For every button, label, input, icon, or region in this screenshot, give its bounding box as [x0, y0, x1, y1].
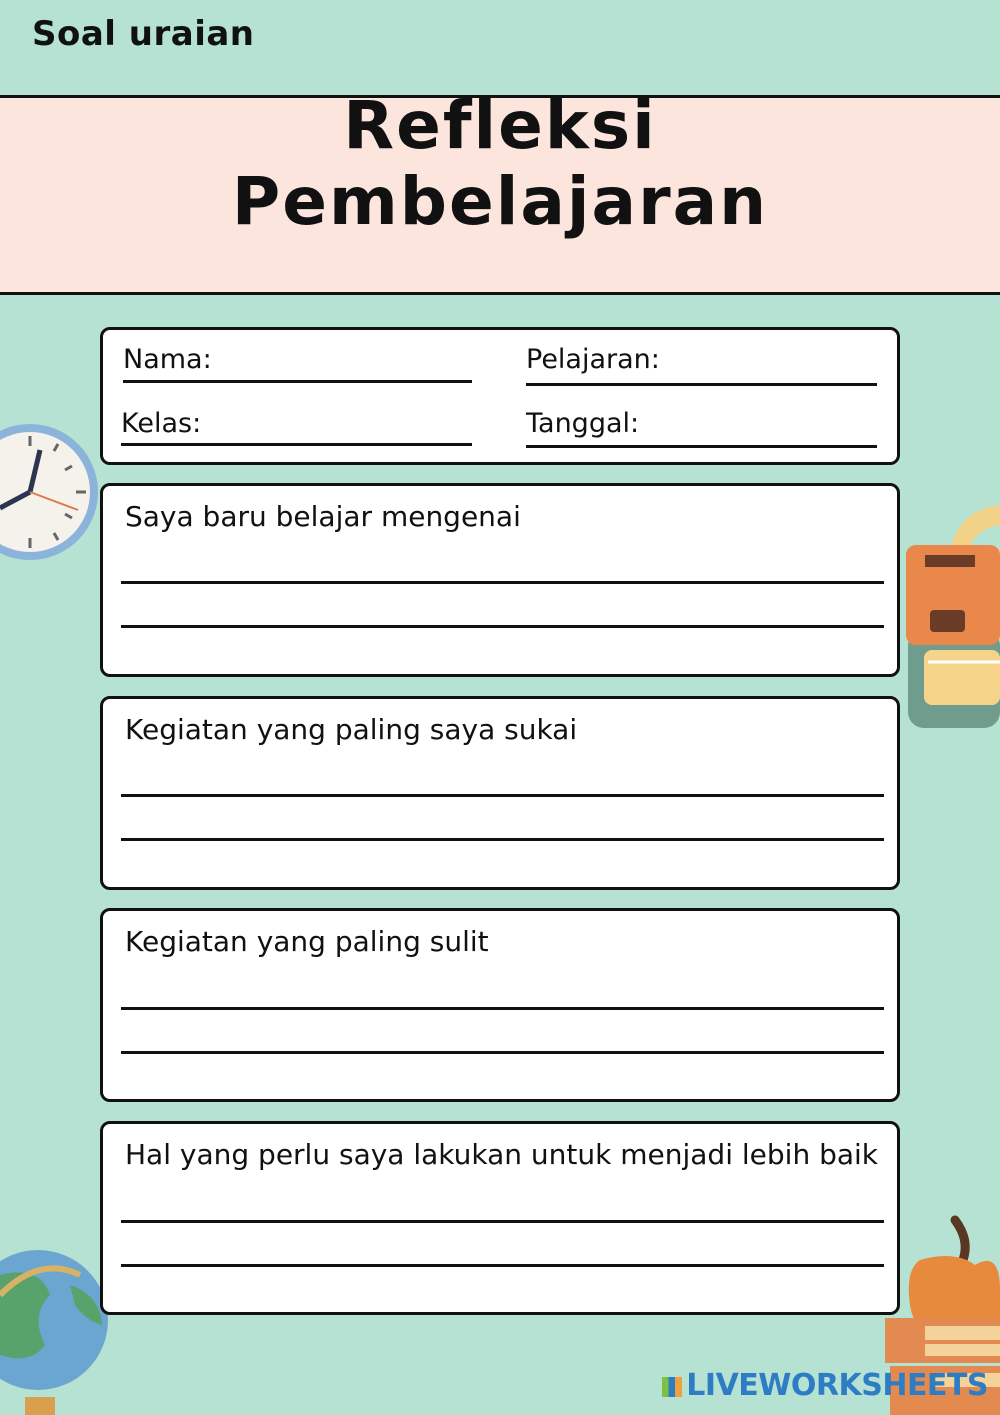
question-prompt: Hal yang perlu saya lakukan untuk menjadi lebih baik: [125, 1138, 879, 1171]
question-prompt: Saya baru belajar mengenai: [125, 500, 521, 533]
title-banner: [0, 87, 1000, 295]
answer-line[interactable]: [121, 1051, 884, 1054]
question-prompt: Kegiatan yang paling sulit: [125, 925, 489, 958]
clock-icon: [0, 422, 100, 564]
globe-icon: [0, 1235, 110, 1415]
watermark-text: LIVEWORKSHEETS: [686, 1368, 988, 1403]
soal-label: Soal uraian: [32, 14, 255, 54]
kelas-label: Kelas:: [121, 408, 202, 439]
question-prompt: Kegiatan yang paling saya sukai: [125, 713, 578, 746]
question-card: [100, 1121, 900, 1315]
nama-input-line[interactable]: [123, 380, 472, 383]
nama-label: Nama:: [123, 344, 212, 375]
tanggal-input-line[interactable]: [526, 445, 877, 448]
question-card: [100, 483, 900, 677]
answer-line[interactable]: [121, 1220, 884, 1223]
answer-line[interactable]: [121, 581, 884, 584]
liveworksheets-logo-icon: [662, 1377, 682, 1397]
question-card: [100, 696, 900, 890]
tanggal-label: Tanggal:: [526, 408, 640, 439]
backpack-icon: [900, 500, 1000, 735]
answer-line[interactable]: [121, 838, 884, 841]
student-info-card: [100, 327, 900, 465]
pelajaran-input-line[interactable]: [526, 383, 877, 386]
answer-line[interactable]: [121, 1264, 884, 1267]
kelas-input-line[interactable]: [121, 443, 472, 446]
liveworksheets-logo: [662, 1368, 988, 1403]
answer-line[interactable]: [121, 794, 884, 797]
answer-line[interactable]: [121, 1007, 884, 1010]
question-card: [100, 908, 900, 1102]
pelajaran-label: Pelajaran:: [526, 344, 660, 375]
answer-line[interactable]: [121, 625, 884, 628]
title-line-1: Refleksi: [343, 87, 657, 164]
title-line-2: Pembelajaran: [231, 163, 769, 240]
